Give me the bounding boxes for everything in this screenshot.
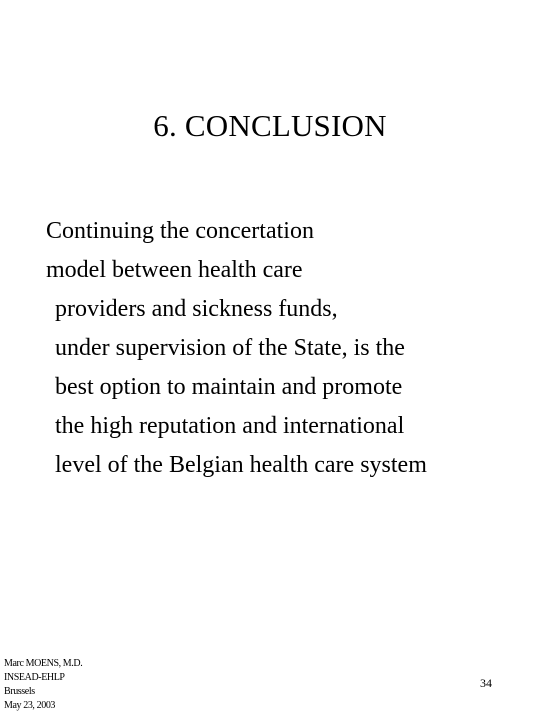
body-line: providers and sickness funds, — [55, 296, 338, 322]
body-line: Continuing the concertation — [46, 218, 314, 244]
footer-credits — [4, 657, 82, 713]
page-number: 34 — [480, 676, 492, 690]
body-line: level of the Belgian health care system — [55, 452, 427, 478]
footer-org: INSEAD-EHLP — [4, 672, 65, 683]
footer-date: May 23, 2003 — [4, 700, 56, 711]
body-line: model between health care — [46, 257, 303, 283]
footer-author: Marc MOENS, M.D. — [4, 658, 83, 669]
body-line: the high reputation and international — [55, 413, 405, 439]
footer-city: Brussels — [4, 686, 35, 697]
slide-title: 6. CONCLUSION — [153, 108, 387, 143]
body-line: best option to maintain and promote — [55, 374, 403, 400]
body-line: under supervision of the State, is the — [55, 335, 405, 361]
slide-body — [46, 212, 526, 485]
